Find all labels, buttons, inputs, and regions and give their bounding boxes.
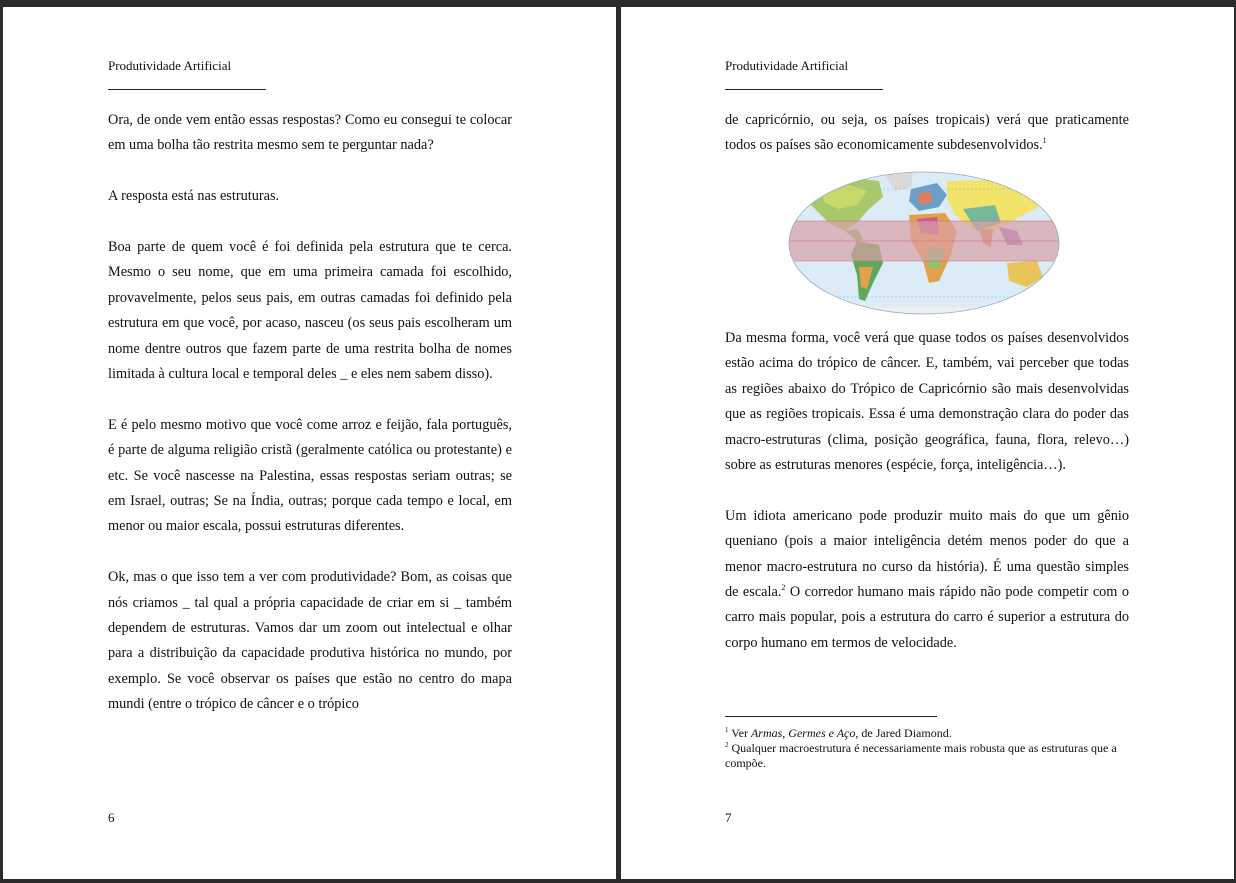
footnote-rule — [725, 716, 937, 717]
body-text — [725, 108, 1129, 159]
header-rule — [108, 89, 266, 90]
paragraph: de capricórnio, ou seja, os países tropicais) verá que praticamente todos os países são economicamente subdesenvolvidos.$^1$ — [725, 112, 1129, 154]
running-head: Produtividade Artificial — [108, 58, 232, 73]
paragraph: Ora, de onde vem então essas respostas? Como eu consegui te colocar em uma bolha tão restrita mesmo sem te perguntar nada? — [108, 112, 512, 154]
footnote-1: $^1$ Ver Armas, Germes e Aço, de Jared Diamond. — [725, 726, 952, 740]
running-head: Produtividade Artificial — [725, 58, 849, 73]
right-page — [621, 7, 1234, 879]
paragraph: Da mesma forma, você verá que quase todos os países desenvolvidos estão acima do trópico de câncer. E, também, vai perceber que todas as regiões abaixo do Trópico de Capricórnio são mais desenvolvidas que as regiões tropicais. Essa é uma demonstração clara do poder das macro-estruturas (clima, posição geográfica, fauna, flora, relevo…) sobre as estruturas menores (espécie, força, inteligência…). — [725, 330, 1129, 474]
paragraph: Ok, mas o que isso tem a ver com produtividade? Bom, as coisas que nós criamos _ tal qual a própria capacidade de criar em si _ também dependem de estruturas. Vamos dar um zoom out intelectual e olhar para a distribuição da capacidade produtiva histórica no mundo, por exemplo. Se você observar os países que estão no centro do mapa mundi (entre o trópico de câncer e o trópico — [108, 569, 512, 713]
footnote-ref[interactable]: 1 — [1042, 136, 1047, 146]
paragraph: A resposta está nas estruturas. — [108, 188, 280, 205]
page-number: 6 — [108, 810, 115, 825]
body-text — [725, 326, 1129, 656]
body-text — [108, 108, 512, 718]
header-rule — [725, 89, 883, 90]
paragraph: E é pelo mesmo motivo que você come arroz e feijão, fala português, é parte de alguma religião cristã (geralmente católica ou protestante) e etc. Se você nascesse na Palestina, essas respostas seriam outras; se em Israel, outras; Se na Índia, outras; porque cada tempo e local, em menor ou maior escala, possui estruturas diferentes. — [108, 416, 512, 535]
left-page — [3, 7, 616, 879]
paragraph: Boa parte de quem você é foi definida pela estrutura que te cerca. Mesmo o seu nome, que em uma primeira camada foi escolhido, provavelmente, pelos seus pais, em outras camadas foi definido pela estrutura em que você, por acaso, nasceu (os seus pais escolheram um nome dentre outros que fazem parte de uma restrita bolha de nomes limitada à cultura local e temporal deles _ e eles nem sabem disso). — [108, 239, 512, 383]
page-number: 7 — [725, 810, 732, 825]
footnote-ref[interactable]: 2 — [781, 583, 786, 593]
footnotes — [725, 726, 1129, 771]
paragraph: Um idiota americano pode produzir muito mais do que um gênio queniano (pois a maior inteligência detém menos poder do que a menor macro-estrutura no curso da história). É uma questão simples de escala.$^2$ O corredor humano mais rápido não pode competir com o carro mais popular, pois a estrutura do carro é superior a estrutura do corpo humano em termos de velocidade. — [725, 507, 1129, 651]
footnote-2: $^2$ Qualquer macroestrutura é necessariamente mais robusta que as estruturas que a compõe. — [725, 741, 1117, 770]
world-map-figure — [787, 171, 1061, 315]
world-map-image — [787, 171, 1061, 315]
